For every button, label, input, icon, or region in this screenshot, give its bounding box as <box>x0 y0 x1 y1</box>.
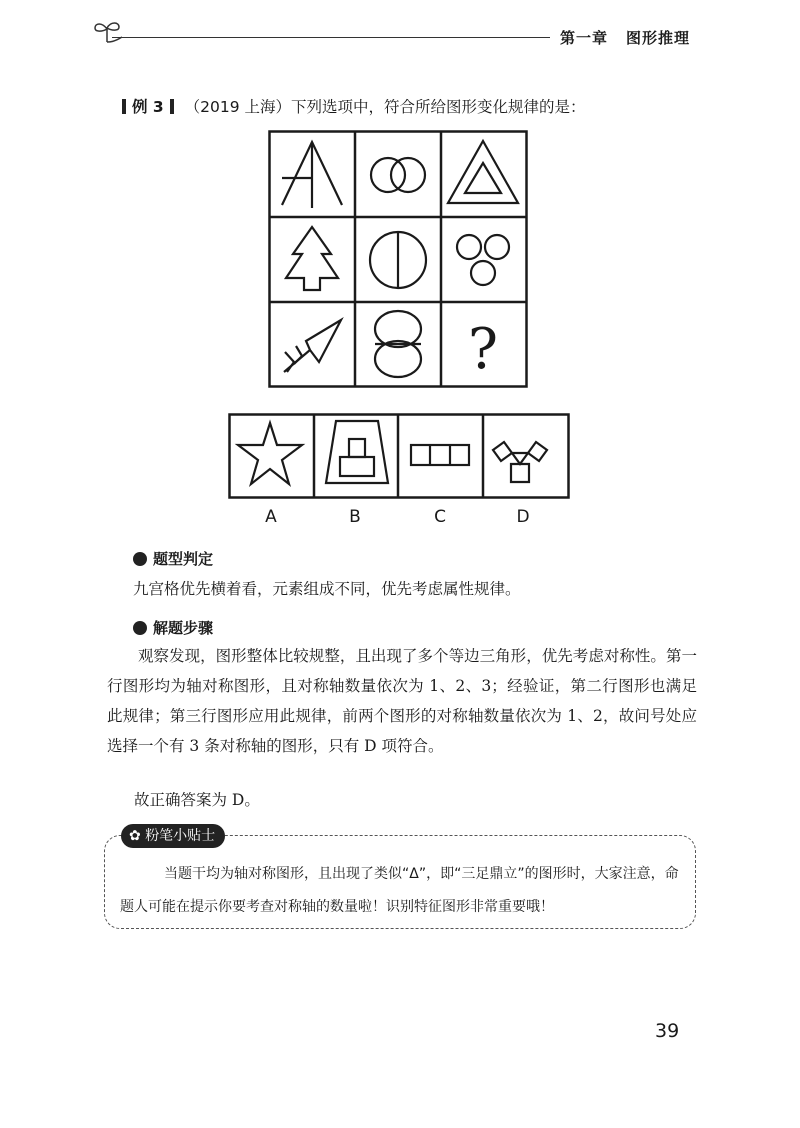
cell-nested-triangles <box>448 141 518 203</box>
option-a-star[interactable] <box>238 423 302 484</box>
sprout-small-icon: ✿ <box>129 828 141 844</box>
page-number: 39 <box>655 1020 680 1042</box>
bracket-right-icon <box>170 99 174 114</box>
sprout-icon <box>92 18 122 44</box>
option-d-squares-triangle[interactable] <box>493 442 547 482</box>
section-type-title: 题型判定 <box>153 550 214 568</box>
chapter-label: 第一章 <box>560 29 609 47</box>
option-a-label: A <box>265 507 277 527</box>
example-label: 例 3 <box>132 98 164 116</box>
cell-two-circles <box>371 158 425 192</box>
section-steps-title: 解题步骤 <box>153 619 214 637</box>
bracket-left-icon <box>122 99 126 114</box>
cell-figure-eight <box>375 311 421 377</box>
option-b-trapezoid[interactable] <box>326 421 388 483</box>
cell-feathered-arrow <box>284 320 341 372</box>
options-row <box>228 413 570 499</box>
section-steps-heading <box>133 617 213 638</box>
question-mark: ? <box>467 317 499 382</box>
cell-tree-arrow <box>286 227 338 290</box>
tips-text: 当题干均为轴对称图形，且出现了类似“Δ”，即“三足鼎立”的图形时，大家注意，命题人可能在提示你要考查对称轴的数量啦！识别特征图形非常重要哦！ <box>120 866 679 915</box>
example-title <box>116 95 586 117</box>
section-type-text: 九宫格优先横着看，元素组成不同，优先考虑属性规律。 <box>133 580 521 598</box>
running-header <box>560 27 690 48</box>
header-rule <box>112 37 550 38</box>
cell-three-circles <box>457 235 509 285</box>
example-source: （2019 上海） <box>184 98 291 116</box>
lightbulb-icon <box>133 552 147 566</box>
cell-circle-divided <box>370 232 426 288</box>
puzzle-grid <box>268 130 528 388</box>
answer-line: 故正确答案为 D。 <box>134 791 260 809</box>
tips-label <box>121 824 225 848</box>
option-c-label: C <box>434 507 446 527</box>
tips-label-text: 粉笔小贴士 <box>145 828 216 844</box>
example-question: 下列选项中，符合所给图形变化规律的是： <box>291 98 586 116</box>
wrench-icon <box>133 621 147 635</box>
option-c-squares[interactable] <box>411 445 469 465</box>
option-b-label: B <box>349 507 361 527</box>
section-type-heading <box>133 548 213 569</box>
option-d-label: D <box>516 507 530 527</box>
section-steps-text: 观察发现，图形整体比较规整，且出现了多个等边三角形，优先考虑对称性。第一行图形均为轴对称图形，且对称轴数量依次为 1、2、3；经验证，第二行图形也满足此规律；第三行图形应用此规律，前两个图形的对称轴数量依次为 1、2，故问号处应选择一个有 3 条对称轴的图形，只有 D 项符合。 <box>107 647 697 755</box>
cell-arrow-a <box>282 142 342 208</box>
chapter-title: 图形推理 <box>626 29 691 47</box>
